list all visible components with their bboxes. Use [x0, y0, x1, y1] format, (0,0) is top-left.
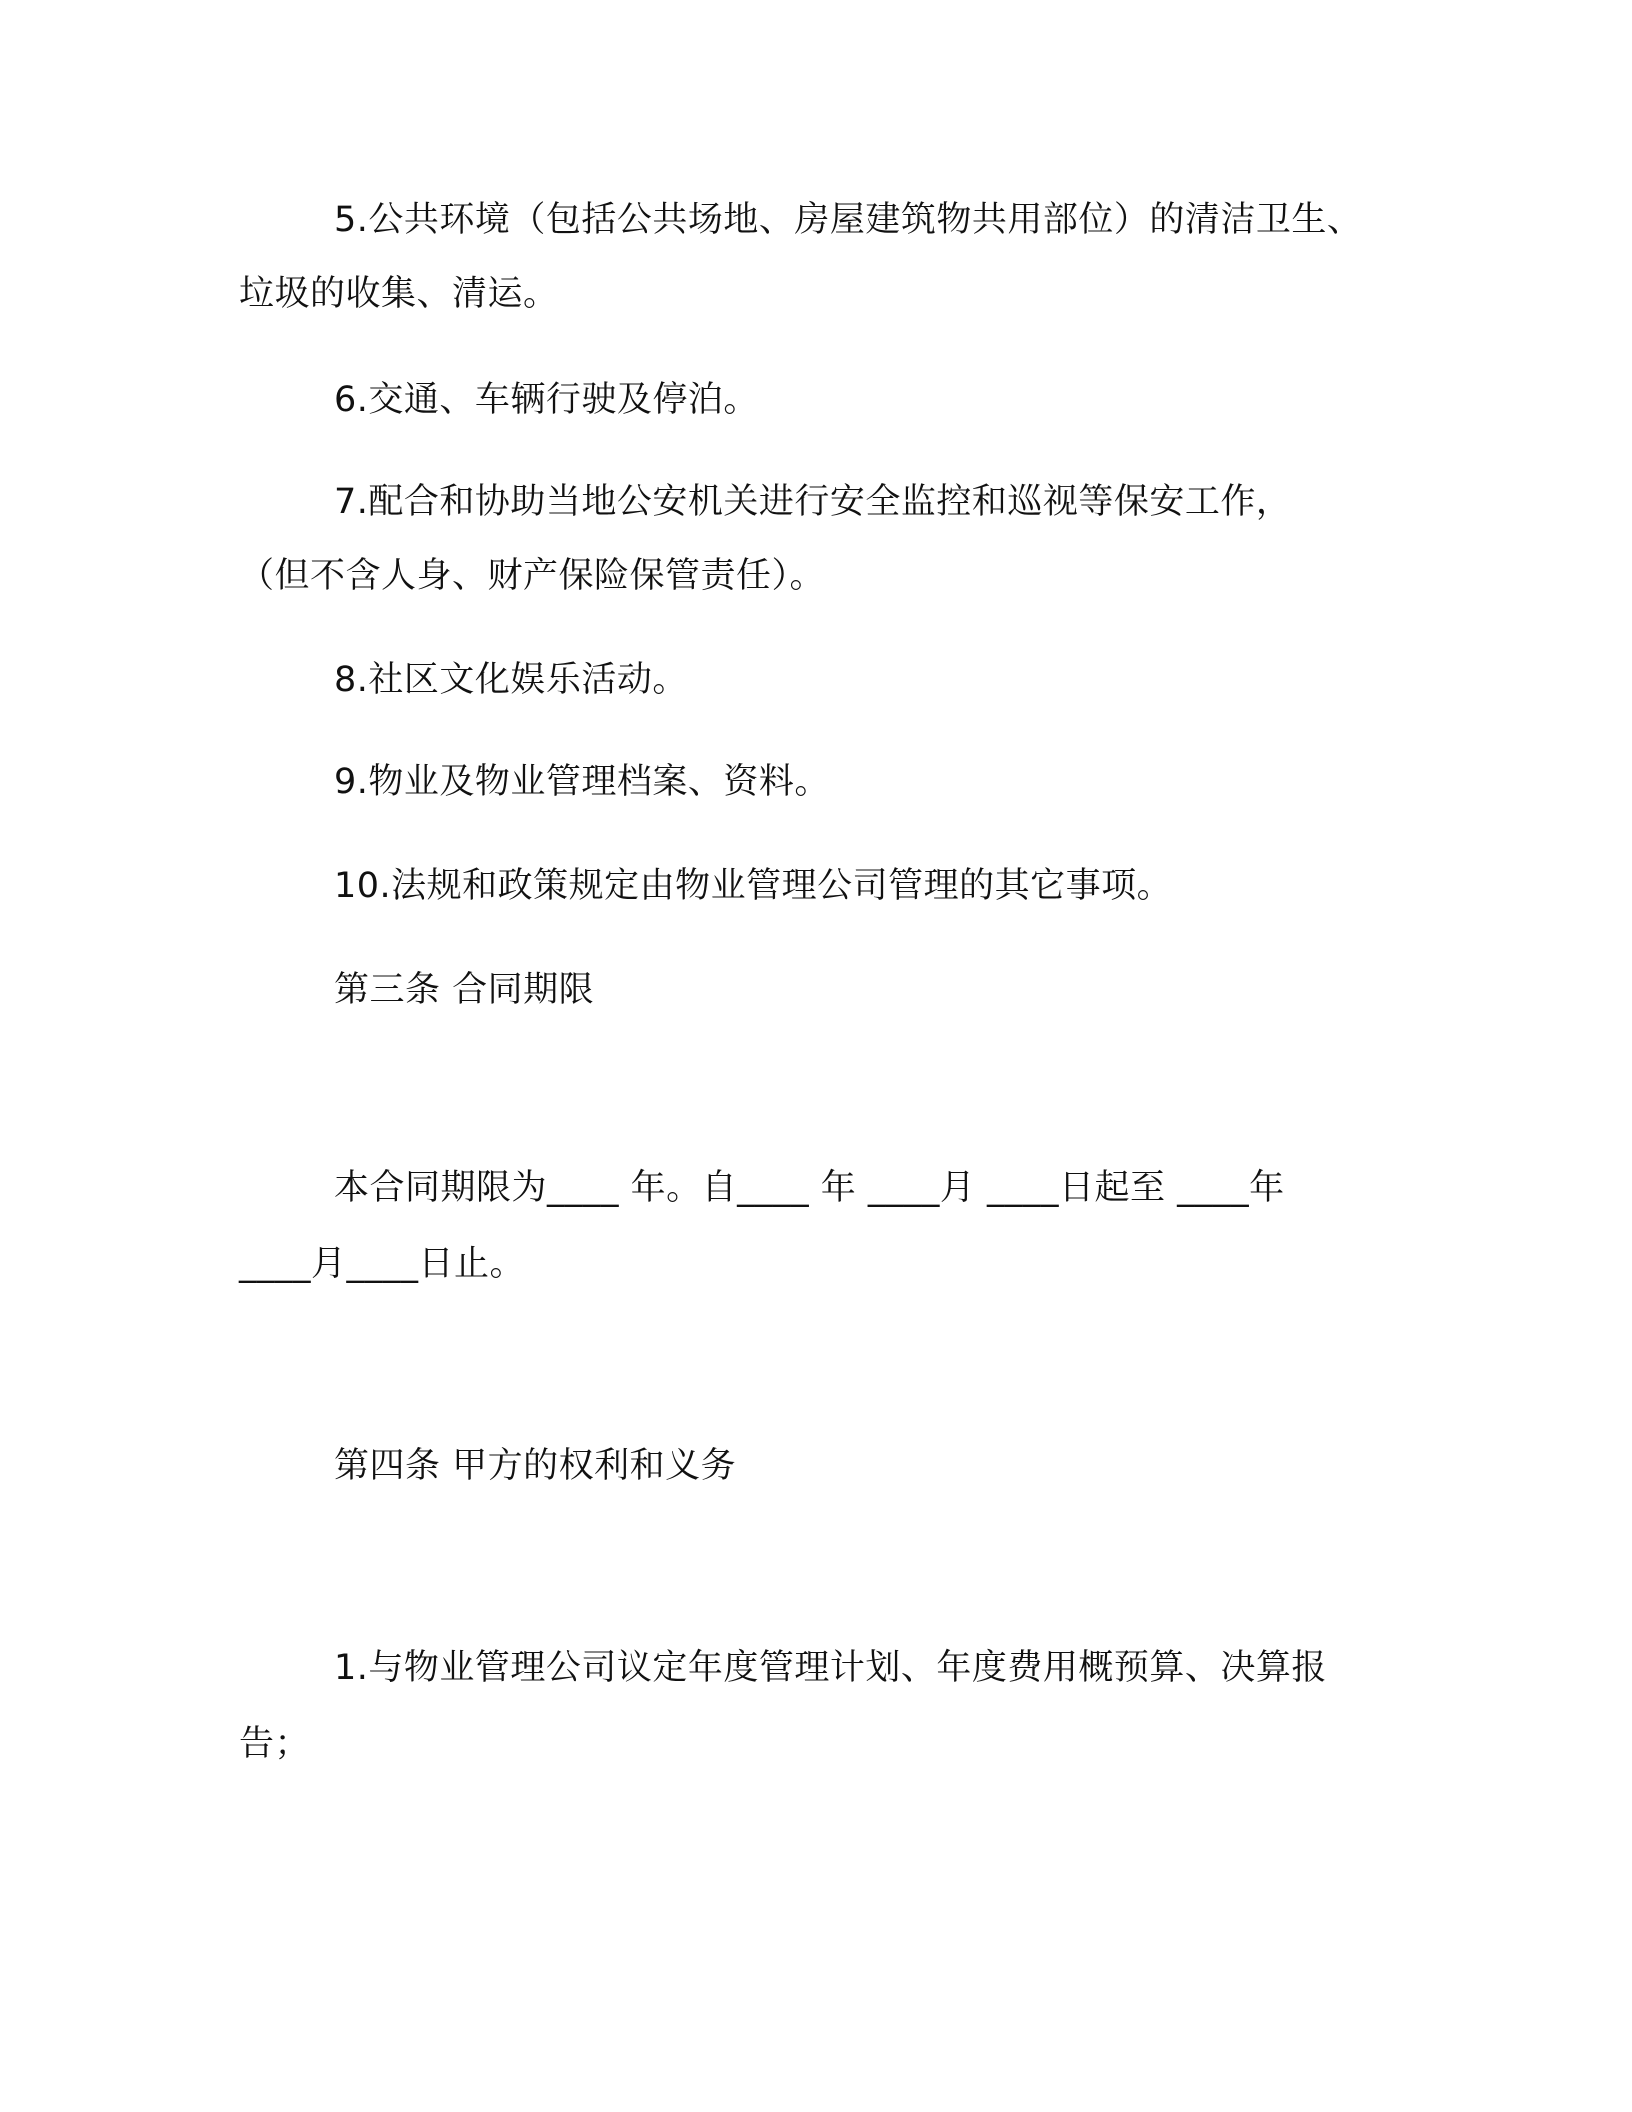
item-5-line-2: 垃圾的收集、清运。	[239, 274, 559, 314]
article-4-item-1-line-1: 1.与物业管理公司议定年度管理计划、年度费用概预算、决算报	[334, 1648, 1327, 1688]
item-7-line-2: （但不含人身、财产保险保管责任）。	[239, 556, 826, 596]
article-4-item-1-line-2: 告；	[239, 1724, 311, 1764]
article-3-body-line-1: 本合同期限为____ 年。自____ 年 ____月 ____日起至 ____年	[334, 1168, 1285, 1208]
item-9: 9.物业及物业管理档案、资料。	[334, 762, 830, 802]
item-8: 8.社区文化娱乐活动。	[334, 660, 688, 700]
item-6: 6.交通、车辆行驶及停泊。	[334, 380, 759, 420]
article-3-body-line-2: ____月____日止。	[239, 1244, 526, 1284]
item-10: 10.法规和政策规定由物业管理公司管理的其它事项。	[334, 866, 1173, 906]
item-7-line-1: 7.配合和协助当地公安机关进行安全监控和巡视等保安工作，	[334, 482, 1292, 522]
article-3-heading: 第三条 合同期限	[334, 970, 595, 1010]
item-5-line-1: 5.公共环境（包括公共场地、房屋建筑物共用部位）的清洁卫生、	[334, 200, 1363, 240]
article-4-heading: 第四条 甲方的权利和义务	[334, 1446, 737, 1486]
